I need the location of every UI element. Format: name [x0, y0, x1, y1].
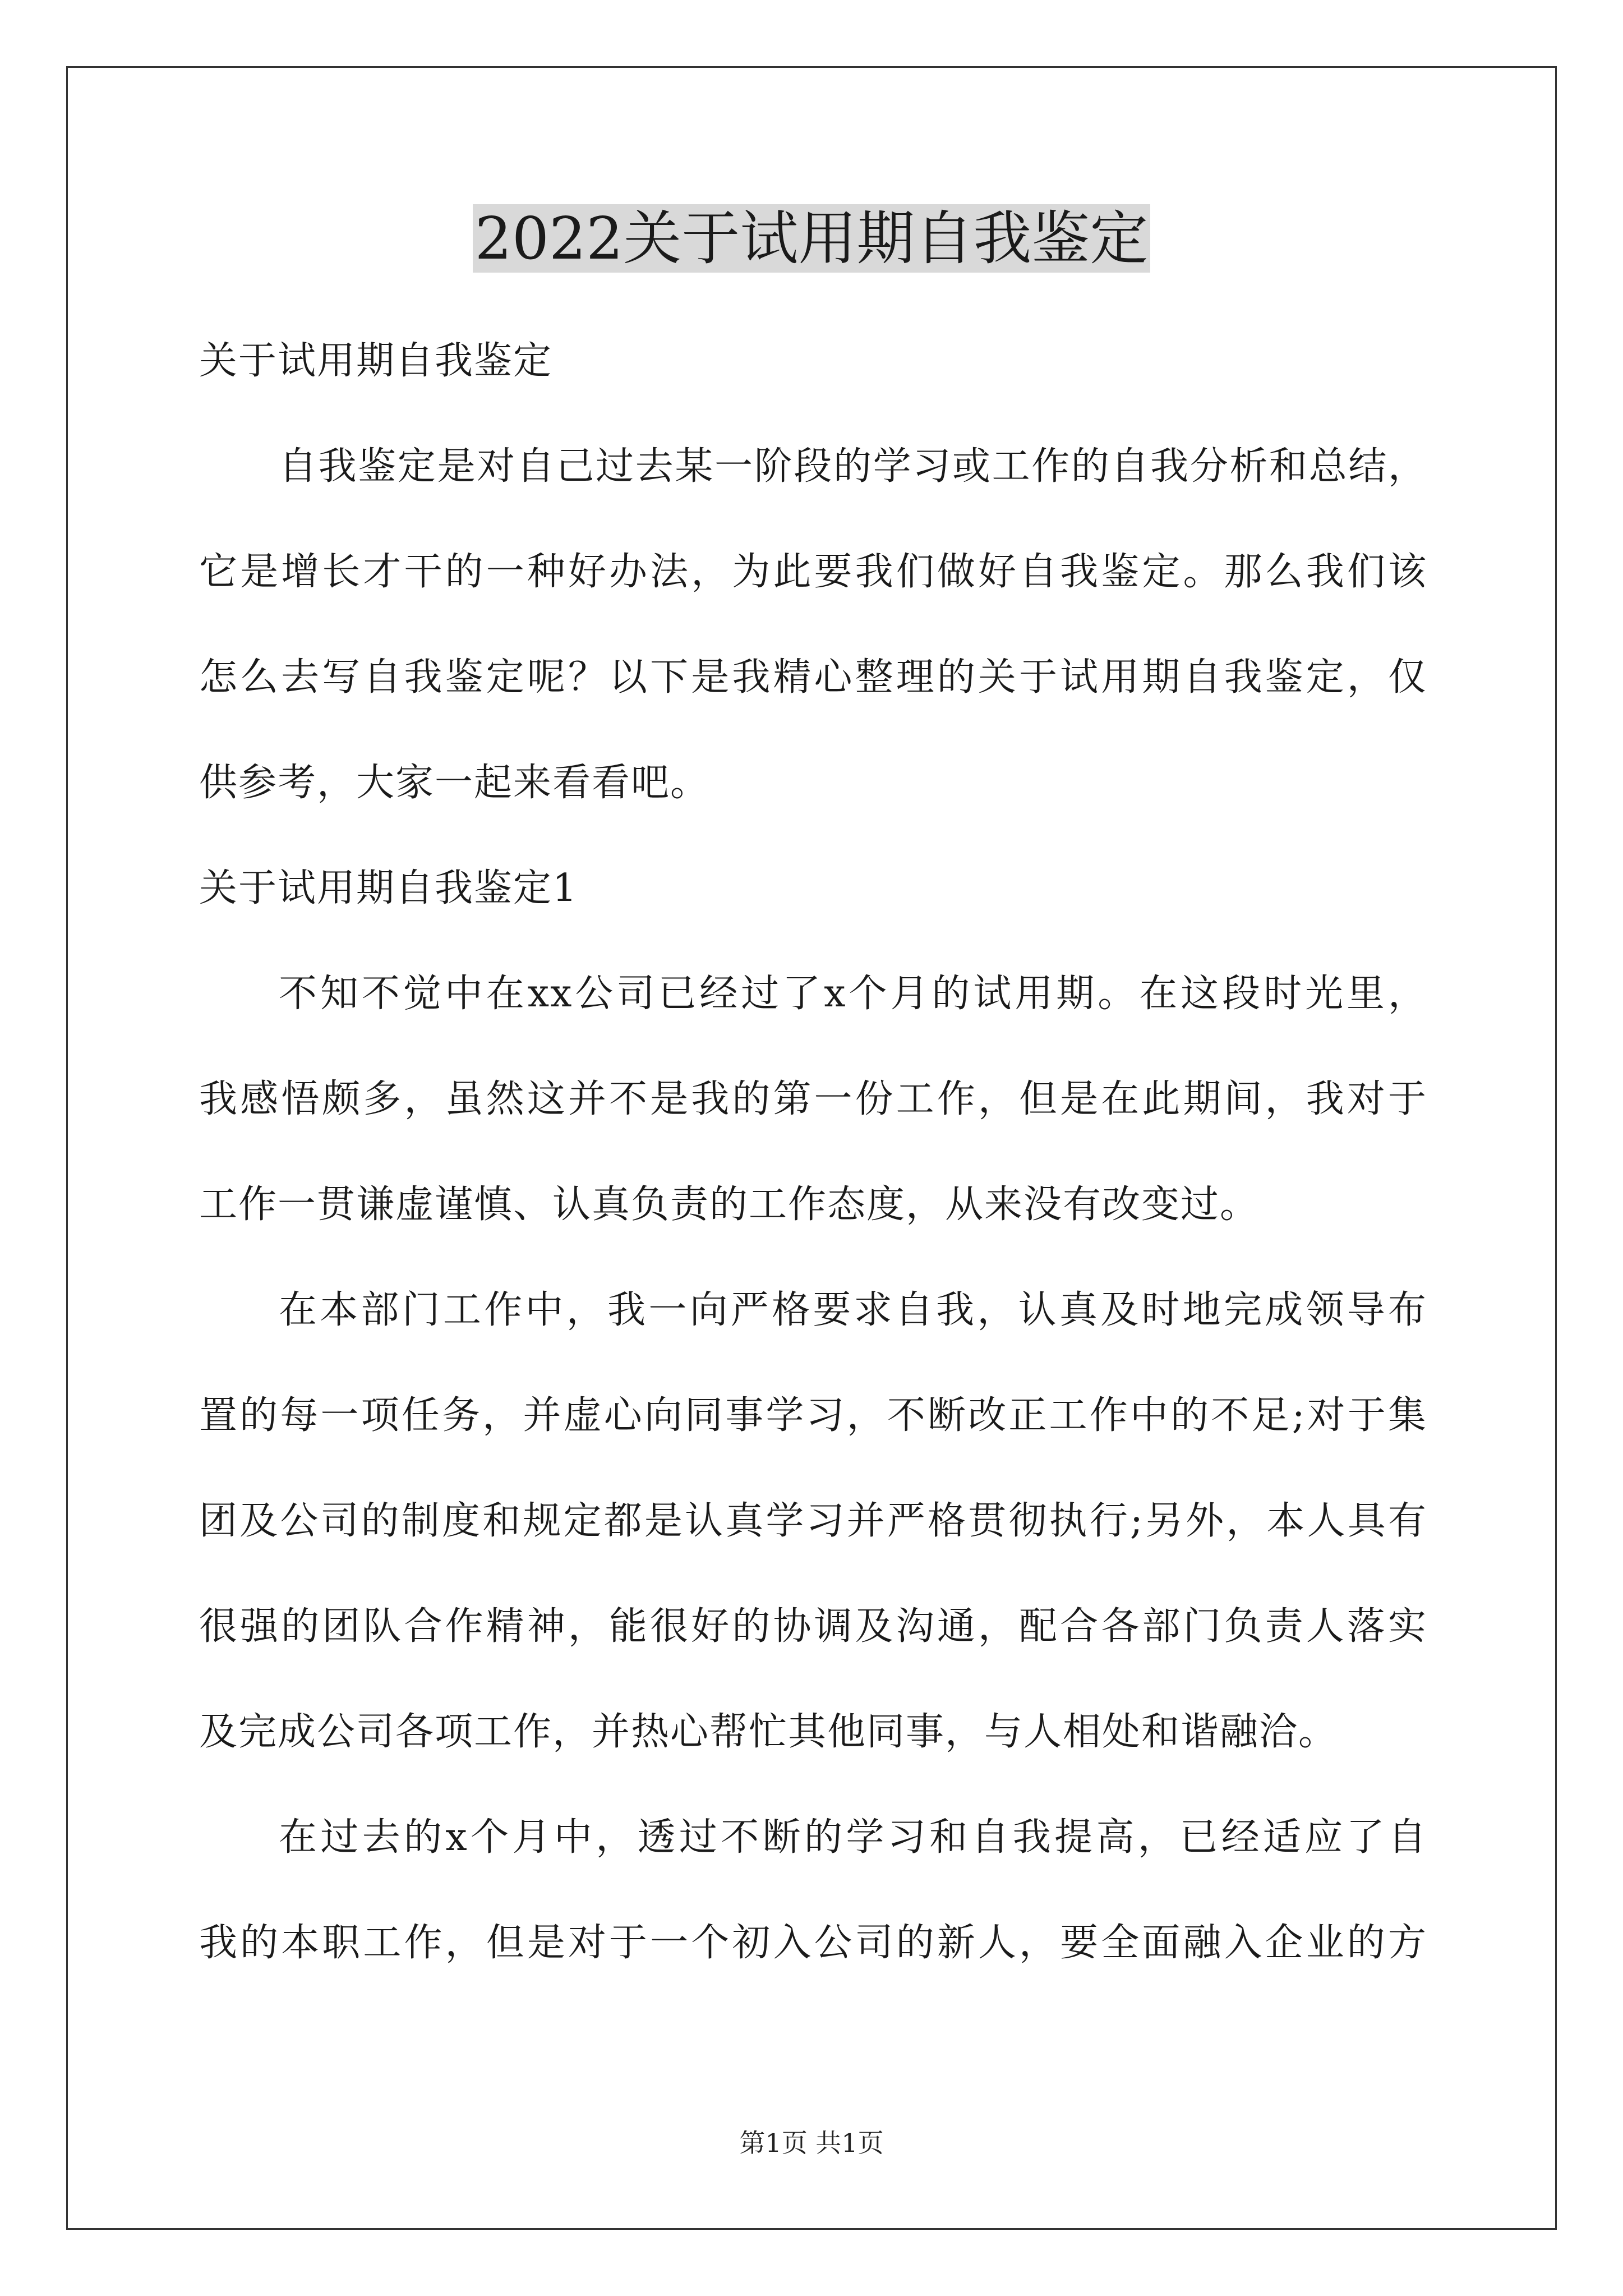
document-title-text: 2022关于试用期自我鉴定: [473, 204, 1151, 273]
paragraph-line: 及完成公司各项工作，并热心帮忙其他同事，与人相处和谐融洽。: [199, 1710, 1338, 1754]
paragraph-line: 自我鉴定是对自己过去某一阶段的学习或工作的自我分析和总结，: [279, 444, 1427, 489]
paragraph-line: 在过去的x个月中，透过不断的学习和自我提高，已经适应了自: [279, 1815, 1427, 1860]
section-heading: 关于试用期自我鉴定: [199, 339, 553, 383]
page-number-footer: 第1页 共1页: [739, 2128, 884, 2158]
paragraph-line: 很强的团队合作精神，能很好的协调及沟通，配合各部门负责人落实: [199, 1604, 1427, 1649]
document-body: [199, 309, 1427, 1996]
paragraph-line: 置的每一项任务，并虚心向同事学习，不断改正工作中的不足;对于集: [199, 1393, 1427, 1438]
document-title: [0, 199, 1623, 278]
paragraph-line: 我感悟颇多，虽然这并不是我的第一份工作，但是在此期间，我对于: [199, 1077, 1427, 1121]
paragraph-line: 在本部门工作中，我一向严格要求自我，认真及时地完成领导布: [279, 1288, 1427, 1332]
paragraph-line: 怎么去写自我鉴定呢？以下是我精心整理的关于试用期自我鉴定，仅: [199, 655, 1427, 700]
paragraph-line: 团及公司的制度和规定都是认真学习并严格贯彻执行;另外，本人具有: [199, 1499, 1427, 1543]
section-heading: 关于试用期自我鉴定1: [199, 866, 578, 910]
paragraph-line: 我的本职工作，但是对于一个初入公司的新人，要全面融入企业的方: [199, 1921, 1427, 1965]
paragraph-line: 供参考，大家一起来看看吧。: [199, 761, 710, 805]
paragraph-line: 它是增长才干的一种好办法，为此要我们做好自我鉴定。那么我们该: [199, 550, 1427, 594]
paragraph-line: 不知不觉中在xx公司已经过了x个月的试用期。在这段时光里，: [279, 972, 1427, 1016]
paragraph-line: 工作一贯谦虚谨慎、认真负责的工作态度，从来没有改变过。: [199, 1182, 1260, 1227]
